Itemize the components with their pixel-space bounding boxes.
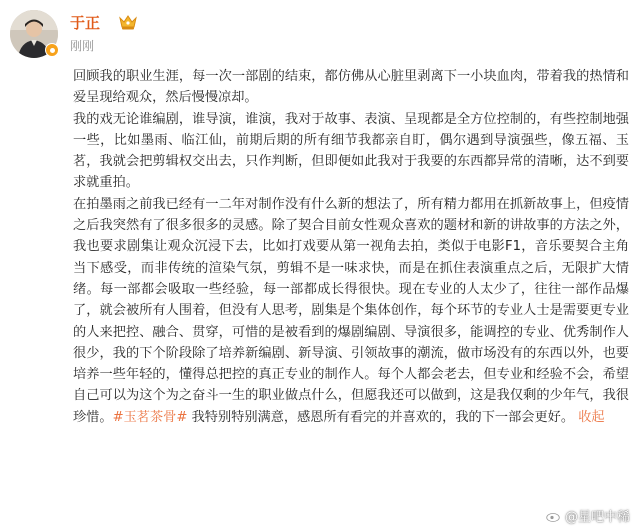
weibo-icon: [546, 509, 562, 522]
avatar-container[interactable]: [10, 10, 58, 58]
watermark-text: @星吧中稀: [564, 510, 630, 525]
user-name[interactable]: 于正: [70, 14, 101, 32]
post-paragraph: [73, 194, 629, 428]
watermark: [546, 506, 630, 525]
post-body: [73, 66, 629, 428]
vip-crown-icon[interactable]: [118, 13, 138, 31]
collapse-button[interactable]: 收起: [578, 409, 605, 425]
post-time[interactable]: 刚刚: [70, 39, 95, 53]
post-header: [10, 8, 630, 68]
hashtag-link[interactable]: #玉茗茶骨#: [112, 409, 188, 425]
post-closing-text: 我特别特别满意，感恩所有看完的并喜欢的，我的下一部会更好。: [187, 409, 579, 425]
verified-badge-icon: [45, 43, 59, 57]
post-paragraph: 我的戏无论谁编剧，谁导演，谁演，我对于故事、表演、呈现都是全方位控制的，有些控制地强一些，比如墨雨、临江仙，前期后期的所有细节我都亲自盯，偶尔遇到导演强些，像五福、玉茗，我就会把剪辑权交出去，只作判断，但即便如此我对于我要的东西都异常的清晰，达不到要求就重拍。: [73, 111, 629, 191]
post-paragraph: 回顾我的职业生涯，每一次一部剧的结束，都仿佛从心脏里剥离下一小块血肉，带着我的热情和爱呈现给观众，然后慢慢凉却。: [73, 69, 629, 106]
post-paragraph-text: 在拍墨雨之前我已经有一二年对制作没有什么新的想法了，所有精力都用在抓新故事上，但疫情之后我突然有了很多很多的灵感。除了契合目前女性观众喜欢的题材和新的讲故事的方法之外，我也要求剧集让观众沉浸下去，比如打戏要从第一视角去拍，类似于电影F1，音乐要契合主角当下感受，而非传统的渲染气氛，剪辑不是一味求快，而是在抓住表演重点之后，无限扩大情绪。每一部都会吸取一些经验，每一部都成长得很快。现在专业的人太少了，往往一部作品爆了，就会被所有人围着，但没有人思考，剧集是个集体创作，每个环节的专业人士是需要更专业的人来把控、融合、贯穿，可惜的是被看到的爆剧编剧、导演很多，能调控的专业、优秀制作人很少，我的下个阶段除了培养新编剧、新导演、引领故事的潮流，做市场没有的东西以外，也要培养一些年轻的，懂得总把控的真正专业的制作人。每个人都会老去，但专业和经验不会，希望自己可以为这个为之奋斗一生的职业做点什么，但愿我还可以做到，这是我仅剩的少年气，我很珍惜。: [73, 196, 629, 425]
